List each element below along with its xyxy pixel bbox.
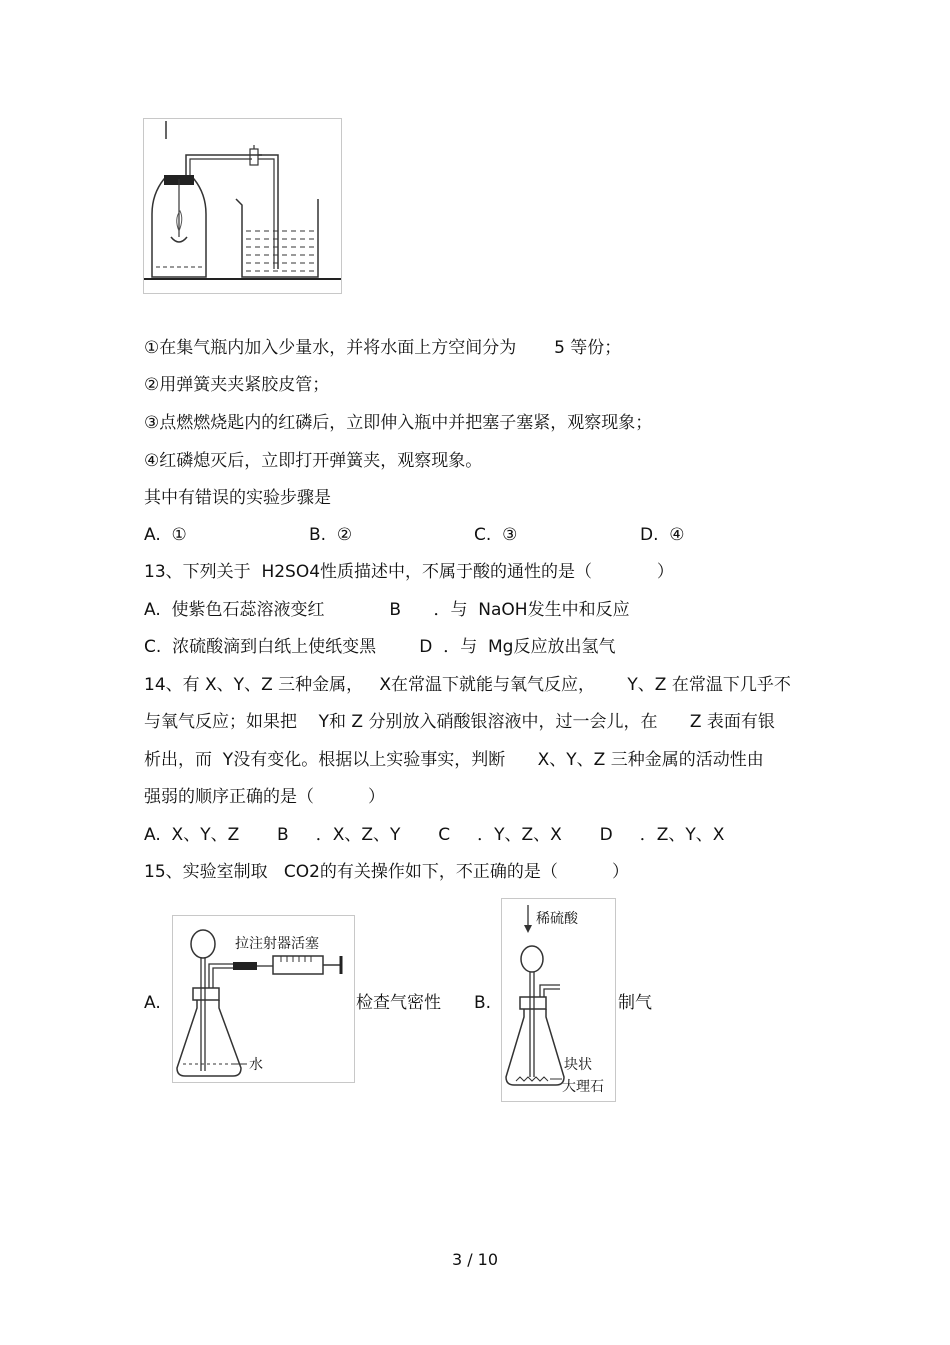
question-14-line-1: 14、有 X、Y、Z 三种金属， X在常温下就能与氧气反应， Y、Z 在常温下几乎不 — [144, 675, 791, 695]
combustion-apparatus-figure — [143, 118, 342, 294]
dilute-sulfuric-acid-label: 稀硫酸 — [536, 911, 578, 927]
q12-option-c: C. ③ — [474, 525, 518, 545]
question-13-stem: 13、下列关于 H2SO4性质描述中，不属于酸的通性的是（ ） — [144, 562, 674, 582]
step-1: ①在集气瓶内加入少量水，并将水面上方空间分为 5 等份； — [144, 338, 622, 358]
question-15-stem: 15、实验室制取 CO2的有关操作如下，不正确的是（ ） — [144, 862, 629, 882]
water-label: 水 — [249, 1057, 263, 1073]
question-14-line-4: 强弱的顺序正确的是（ ） — [144, 787, 386, 807]
q12-option-b: B. ② — [309, 525, 353, 545]
step-2: ②用弹簧夹夹紧胶皮管； — [144, 375, 330, 395]
step-4: ④红磷熄灭后，立即打开弹簧夹，观察现象。 — [144, 451, 483, 471]
page-number: 3 / 10 — [451, 1250, 499, 1269]
q15-option-b-label: B. — [474, 993, 492, 1013]
q15-option-a-label: A. — [144, 993, 161, 1013]
marble-label: 大理石 — [562, 1079, 604, 1095]
question-14-line-3: 析出，而 Y没有变化。根据以上实验事实，判断 X、Y、Z 三种金属的活动性由 — [144, 750, 764, 770]
question-13-options-cd: C. 浓硫酸滴到白纸上使纸变黑 D ．与 Mg反应放出氢气 — [144, 637, 616, 657]
question-14-line-2: 与氧气反应；如果把 Y和 Z 分别放入硝酸银溶液中，过一会儿，在 Z 表面有银 — [144, 712, 775, 732]
q12-option-a: A. ① — [144, 525, 187, 545]
syringe-label: 拉注射器活塞 — [235, 936, 319, 952]
q15-option-b-caption: 制气 — [618, 993, 652, 1013]
q15-option-a-caption: 检查气密性 — [356, 993, 441, 1013]
airtightness-check-figure — [172, 915, 355, 1083]
gas-production-figure — [501, 898, 616, 1102]
question-14-options: A. X、Y、Z B ．X、Z、Y C ．Y、Z、X D ．Z、Y、X — [144, 825, 725, 845]
question-13-options-ab: A. 使紫色石蕊溶液变红 B ．与 NaOH发生中和反应 — [144, 600, 630, 620]
q12-option-d: D. ④ — [640, 525, 685, 545]
lump-label: 块状 — [564, 1057, 592, 1073]
question-12-prompt: 其中有错误的实验步骤是 — [144, 488, 331, 508]
step-3: ③点燃燃烧匙内的红磷后，立即伸入瓶中并把塞子塞紧，观察现象； — [144, 413, 653, 433]
